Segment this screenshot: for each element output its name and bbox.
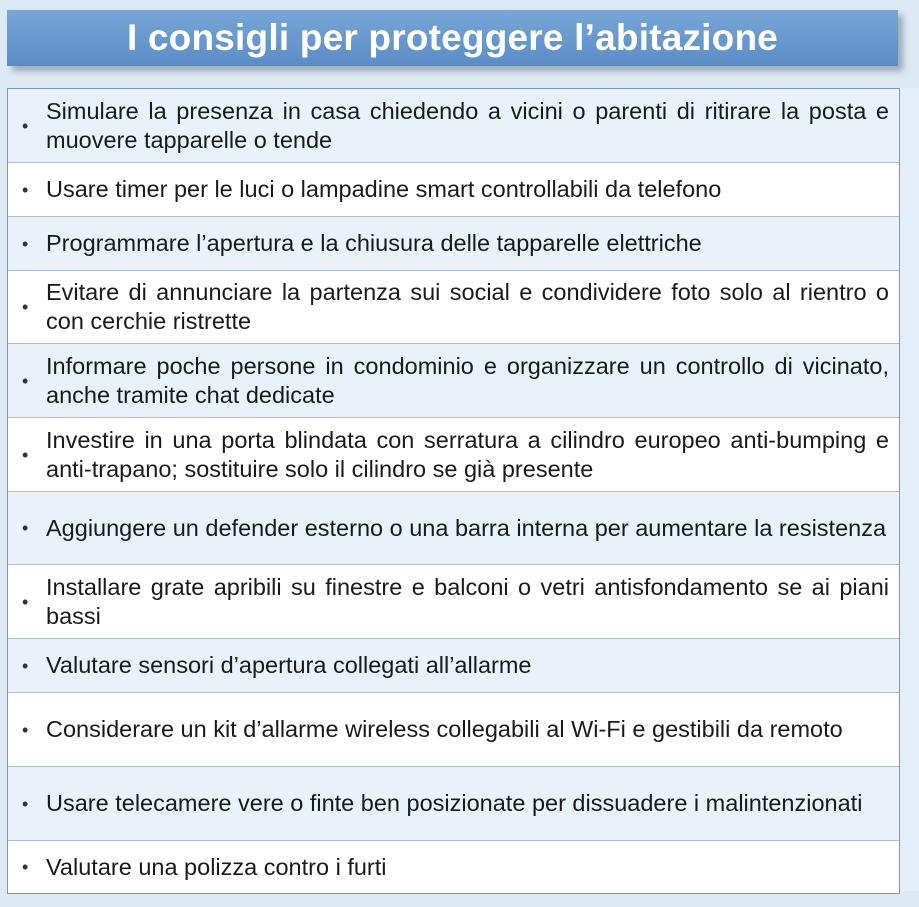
tip-text: Usare telecamere vere o finte ben posizionate per dissuadere i malintenzionati xyxy=(46,790,863,816)
tip-text: Simulare la presenza in casa chiedendo a vicini o parenti di ritirare la posta e muovere tapparelle o tende xyxy=(46,97,889,153)
side-margin xyxy=(898,88,919,891)
list-item xyxy=(8,89,899,163)
bullet-icon: • xyxy=(22,857,29,877)
tip-text: Installare grate apribili su finestre e balconi o vetri antisfondamento se ai piani bassi xyxy=(46,573,889,629)
list-item xyxy=(8,565,899,639)
bullet-icon: • xyxy=(22,233,29,254)
bullet-icon: • xyxy=(22,179,29,200)
tip-text: Valutare una polizza contro i furti xyxy=(46,853,387,880)
tip-text: Evitare di annunciare la partenza sui social e condividere foto solo al rientro o con cerchie ristrette xyxy=(46,279,889,334)
bullet-icon: • xyxy=(22,793,29,814)
list-item xyxy=(8,639,899,693)
tip-text: Valutare sensori d’apertura collegati all’allarme xyxy=(46,652,532,678)
tip-text: Investire in una porta blindata con serratura a cilindro europeo anti-bumping e anti-trapano; sostituire solo il cilindro se già presente xyxy=(46,426,889,482)
bullet-icon: • xyxy=(22,444,29,465)
bullet-icon: • xyxy=(22,518,29,538)
bullet-icon: • xyxy=(22,719,29,740)
list-item xyxy=(8,271,899,344)
bullet-icon: • xyxy=(22,655,29,676)
bullet-icon: • xyxy=(22,115,29,136)
list-item xyxy=(8,217,899,271)
tip-text: Considerare un kit d’allarme wireless collegabili al Wi-Fi e gestibili da remoto xyxy=(46,716,843,742)
bullet-icon: • xyxy=(22,370,29,391)
list-item xyxy=(8,841,899,893)
bullet-icon: • xyxy=(22,591,29,612)
list-item xyxy=(8,344,899,418)
bullet-icon: • xyxy=(22,297,29,317)
list-item xyxy=(8,693,899,767)
tip-text: Informare poche persone in condominio e organizzare un controllo di vicinato, anche tramite chat dedicate xyxy=(46,352,889,408)
title-banner xyxy=(7,10,898,66)
tip-text: Programmare l’apertura e la chiusura delle tapparelle elettriche xyxy=(46,230,702,256)
list-item xyxy=(8,163,899,217)
tip-text: Usare timer per le luci o lampadine smart controllabili da telefono xyxy=(46,176,722,202)
tips-list xyxy=(7,88,900,894)
list-item xyxy=(8,767,899,841)
list-item xyxy=(8,418,899,492)
tip-text: Aggiungere un defender esterno o una barra interna per aumentare la resistenza xyxy=(46,514,887,541)
page-title: I consigli per proteggere l’abitazione xyxy=(126,17,779,58)
list-item xyxy=(8,492,899,565)
